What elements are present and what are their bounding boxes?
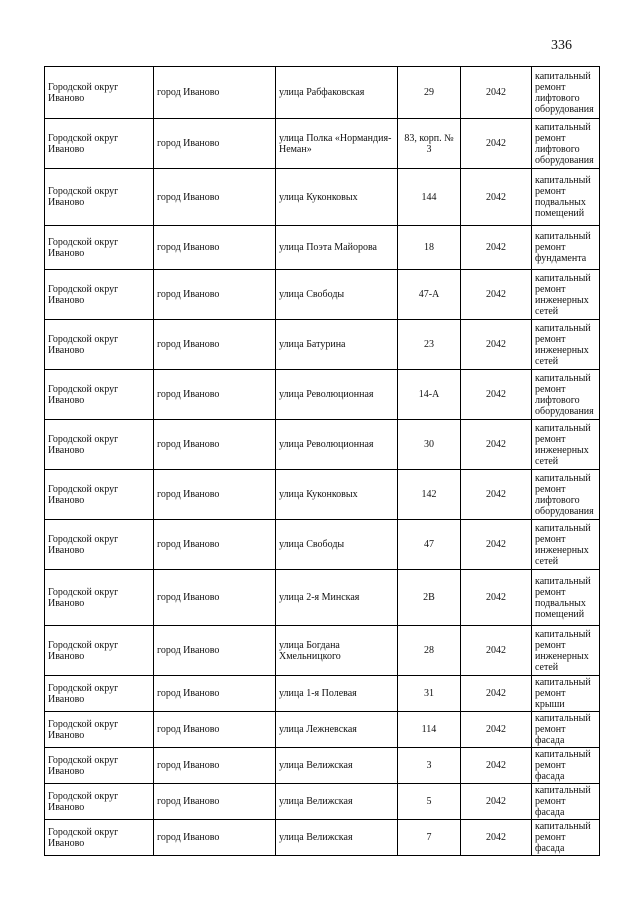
year-cell: 2042 bbox=[461, 420, 532, 470]
year-cell: 2042 bbox=[461, 169, 532, 226]
street-cell: улица Велижская bbox=[276, 784, 398, 820]
gorod-cell: город Иваново bbox=[154, 520, 276, 570]
table-row bbox=[45, 748, 600, 784]
okrug-cell: Городской округ Иваново bbox=[45, 626, 154, 676]
house-number-cell: 3 bbox=[398, 748, 461, 784]
house-number-cell: 5 bbox=[398, 784, 461, 820]
house-number-cell: 29 bbox=[398, 67, 461, 119]
okrug-cell: Городской округ Иваново bbox=[45, 748, 154, 784]
year-cell: 2042 bbox=[461, 748, 532, 784]
street-cell: улица Революционная bbox=[276, 420, 398, 470]
gorod-cell: город Иваново bbox=[154, 420, 276, 470]
gorod-cell: город Иваново bbox=[154, 712, 276, 748]
gorod-cell: город Иваново bbox=[154, 570, 276, 626]
street-cell: улица 2-я Минская bbox=[276, 570, 398, 626]
table-row bbox=[45, 820, 600, 856]
gorod-cell: город Иваново bbox=[154, 119, 276, 169]
house-number-cell: 23 bbox=[398, 320, 461, 370]
year-cell: 2042 bbox=[461, 226, 532, 270]
year-cell: 2042 bbox=[461, 712, 532, 748]
house-number-cell: 47-А bbox=[398, 270, 461, 320]
repair-schedule-table bbox=[44, 66, 600, 856]
gorod-cell: город Иваново bbox=[154, 169, 276, 226]
okrug-cell: Городской округ Иваново bbox=[45, 67, 154, 119]
okrug-cell: Городской округ Иваново bbox=[45, 784, 154, 820]
street-cell: улица Свободы bbox=[276, 520, 398, 570]
street-cell: улица Поэта Майорова bbox=[276, 226, 398, 270]
gorod-cell: город Иваново bbox=[154, 270, 276, 320]
house-number-cell: 31 bbox=[398, 676, 461, 712]
gorod-cell: город Иваново bbox=[154, 226, 276, 270]
table-row bbox=[45, 320, 600, 370]
okrug-cell: Городской округ Иваново bbox=[45, 676, 154, 712]
street-cell: улица Полка «Нормандия-Неман» bbox=[276, 119, 398, 169]
table-row bbox=[45, 520, 600, 570]
work-type-cell: капитальный ремонт фасада bbox=[532, 784, 600, 820]
work-type-cell: капитальный ремонт фасада bbox=[532, 820, 600, 856]
house-number-cell: 7 bbox=[398, 820, 461, 856]
year-cell: 2042 bbox=[461, 784, 532, 820]
street-cell: улица Рабфаковская bbox=[276, 67, 398, 119]
table-row bbox=[45, 270, 600, 320]
house-number-cell: 142 bbox=[398, 470, 461, 520]
work-type-cell: капитальный ремонт инженерных сетей bbox=[532, 270, 600, 320]
table-row bbox=[45, 470, 600, 520]
gorod-cell: город Иваново bbox=[154, 626, 276, 676]
okrug-cell: Городской округ Иваново bbox=[45, 370, 154, 420]
year-cell: 2042 bbox=[461, 520, 532, 570]
work-type-cell: капитальный ремонт фасада bbox=[532, 712, 600, 748]
year-cell: 2042 bbox=[461, 676, 532, 712]
year-cell: 2042 bbox=[461, 320, 532, 370]
okrug-cell: Городской округ Иваново bbox=[45, 320, 154, 370]
year-cell: 2042 bbox=[461, 119, 532, 169]
gorod-cell: город Иваново bbox=[154, 67, 276, 119]
okrug-cell: Городской округ Иваново bbox=[45, 119, 154, 169]
okrug-cell: Городской округ Иваново bbox=[45, 270, 154, 320]
street-cell: улица Богдана Хмельницкого bbox=[276, 626, 398, 676]
gorod-cell: город Иваново bbox=[154, 748, 276, 784]
work-type-cell: капитальный ремонт фасада bbox=[532, 748, 600, 784]
work-type-cell: капитальный ремонт лифтового оборудования bbox=[532, 67, 600, 119]
house-number-cell: 14-А bbox=[398, 370, 461, 420]
okrug-cell: Городской округ Иваново bbox=[45, 470, 154, 520]
street-cell: улица Лежневская bbox=[276, 712, 398, 748]
table-body bbox=[45, 67, 600, 856]
year-cell: 2042 bbox=[461, 270, 532, 320]
gorod-cell: город Иваново bbox=[154, 820, 276, 856]
table-row bbox=[45, 169, 600, 226]
street-cell: улица 1-я Полевая bbox=[276, 676, 398, 712]
gorod-cell: город Иваново bbox=[154, 784, 276, 820]
work-type-cell: капитальный ремонт подвальных помещений bbox=[532, 169, 600, 226]
work-type-cell: капитальный ремонт фундамента bbox=[532, 226, 600, 270]
house-number-cell: 18 bbox=[398, 226, 461, 270]
house-number-cell: 28 bbox=[398, 626, 461, 676]
okrug-cell: Городской округ Иваново bbox=[45, 712, 154, 748]
house-number-cell: 47 bbox=[398, 520, 461, 570]
house-number-cell: 2В bbox=[398, 570, 461, 626]
gorod-cell: город Иваново bbox=[154, 676, 276, 712]
house-number-cell: 83, корп. № 3 bbox=[398, 119, 461, 169]
table-row bbox=[45, 119, 600, 169]
table-row bbox=[45, 712, 600, 748]
work-type-cell: капитальный ремонт лифтового оборудования bbox=[532, 470, 600, 520]
okrug-cell: Городской округ Иваново bbox=[45, 420, 154, 470]
table-row bbox=[45, 67, 600, 119]
work-type-cell: капитальный ремонт подвальных помещений bbox=[532, 570, 600, 626]
page-number: 336 bbox=[551, 38, 572, 53]
gorod-cell: город Иваново bbox=[154, 370, 276, 420]
okrug-cell: Городской округ Иваново bbox=[45, 169, 154, 226]
work-type-cell: капитальный ремонт лифтового оборудования bbox=[532, 119, 600, 169]
okrug-cell: Городской округ Иваново bbox=[45, 226, 154, 270]
okrug-cell: Городской округ Иваново bbox=[45, 570, 154, 626]
table-row bbox=[45, 676, 600, 712]
work-type-cell: капитальный ремонт крыши bbox=[532, 676, 600, 712]
street-cell: улица Батурина bbox=[276, 320, 398, 370]
gorod-cell: город Иваново bbox=[154, 470, 276, 520]
house-number-cell: 30 bbox=[398, 420, 461, 470]
year-cell: 2042 bbox=[461, 570, 532, 626]
table-row bbox=[45, 784, 600, 820]
okrug-cell: Городской округ Иваново bbox=[45, 520, 154, 570]
street-cell: улица Куконковых bbox=[276, 470, 398, 520]
work-type-cell: капитальный ремонт инженерных сетей bbox=[532, 420, 600, 470]
gorod-cell: город Иваново bbox=[154, 320, 276, 370]
street-cell: улица Куконковых bbox=[276, 169, 398, 226]
street-cell: улица Велижская bbox=[276, 820, 398, 856]
work-type-cell: капитальный ремонт инженерных сетей bbox=[532, 520, 600, 570]
year-cell: 2042 bbox=[461, 470, 532, 520]
work-type-cell: капитальный ремонт инженерных сетей bbox=[532, 626, 600, 676]
street-cell: улица Свободы bbox=[276, 270, 398, 320]
house-number-cell: 114 bbox=[398, 712, 461, 748]
table-row bbox=[45, 626, 600, 676]
table-row bbox=[45, 420, 600, 470]
year-cell: 2042 bbox=[461, 626, 532, 676]
street-cell: улица Велижская bbox=[276, 748, 398, 784]
table-row bbox=[45, 370, 600, 420]
work-type-cell: капитальный ремонт лифтового оборудования bbox=[532, 370, 600, 420]
year-cell: 2042 bbox=[461, 820, 532, 856]
house-number-cell: 144 bbox=[398, 169, 461, 226]
year-cell: 2042 bbox=[461, 67, 532, 119]
table-row bbox=[45, 570, 600, 626]
okrug-cell: Городской округ Иваново bbox=[45, 820, 154, 856]
street-cell: улица Революционная bbox=[276, 370, 398, 420]
table-row bbox=[45, 226, 600, 270]
year-cell: 2042 bbox=[461, 370, 532, 420]
work-type-cell: капитальный ремонт инженерных сетей bbox=[532, 320, 600, 370]
